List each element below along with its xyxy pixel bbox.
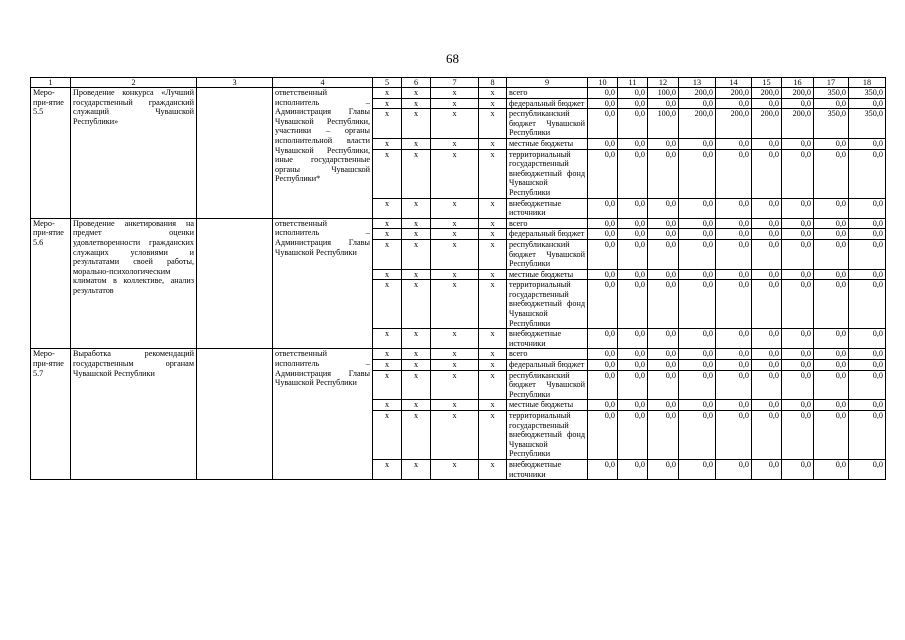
amount-cell: 0,0 — [782, 269, 814, 280]
amount-cell: 0,0 — [849, 280, 886, 329]
col-header: 6 — [402, 78, 431, 88]
code-cell: x — [431, 218, 479, 229]
amount-cell: 0,0 — [618, 459, 648, 479]
funding-source-cell: внебюджетные источники — [507, 329, 588, 349]
amount-cell: 0,0 — [782, 149, 814, 198]
amount-cell: 0,0 — [648, 370, 679, 400]
code-cell: x — [431, 370, 479, 400]
amount-cell: 0,0 — [814, 459, 849, 479]
amount-cell: 0,0 — [849, 149, 886, 198]
funding-source-cell: внебюджетные источники — [507, 198, 588, 218]
amount-cell: 0,0 — [588, 280, 618, 329]
amount-cell: 0,0 — [752, 98, 782, 109]
code-cell: x — [402, 400, 431, 411]
executor-cell: ответственный исполнитель – Администрация Главы Чувашской Республики — [273, 349, 373, 480]
code-cell: x — [431, 269, 479, 280]
amount-cell: 0,0 — [814, 360, 849, 371]
code-cell: x — [373, 198, 402, 218]
amount-cell: 200,0 — [782, 88, 814, 99]
code-cell: x — [373, 269, 402, 280]
amount-cell: 0,0 — [679, 239, 716, 269]
amount-cell: 0,0 — [752, 229, 782, 240]
amount-cell: 0,0 — [716, 400, 752, 411]
amount-cell: 0,0 — [849, 229, 886, 240]
code-cell: x — [373, 229, 402, 240]
amount-cell: 0,0 — [679, 198, 716, 218]
amount-cell: 0,0 — [648, 349, 679, 360]
amount-cell: 0,0 — [716, 138, 752, 149]
amount-cell: 0,0 — [814, 269, 849, 280]
amount-cell: 0,0 — [648, 269, 679, 280]
col-header: 15 — [752, 78, 782, 88]
amount-cell: 0,0 — [716, 239, 752, 269]
code-cell: x — [431, 349, 479, 360]
amount-cell: 0,0 — [588, 370, 618, 400]
event-name-cell: Проведение конкурса «Лучший государственный гражданский служащий Чувашской Республики» — [71, 88, 197, 219]
amount-cell: 0,0 — [849, 360, 886, 371]
code-cell: x — [402, 280, 431, 329]
amount-cell: 0,0 — [716, 149, 752, 198]
funding-source-cell: республиканский бюджет Чувашской Республики — [507, 239, 588, 269]
code-cell: x — [402, 88, 431, 99]
col-header: 8 — [479, 78, 507, 88]
page-number: 68 — [446, 51, 459, 66]
amount-cell: 0,0 — [716, 98, 752, 109]
code-cell: x — [373, 109, 402, 139]
amount-cell: 0,0 — [588, 411, 618, 460]
amount-cell: 0,0 — [618, 349, 648, 360]
amount-cell: 0,0 — [849, 269, 886, 280]
code-cell: x — [479, 411, 507, 460]
code-cell: x — [431, 239, 479, 269]
amount-cell: 0,0 — [814, 400, 849, 411]
amount-cell: 0,0 — [679, 329, 716, 349]
amount-cell: 0,0 — [648, 459, 679, 479]
col-header: 17 — [814, 78, 849, 88]
code-cell: x — [402, 109, 431, 139]
funding-source-cell: территориальный государственный внебюджетный фонд Чувашской Республики — [507, 411, 588, 460]
amount-cell: 0,0 — [679, 229, 716, 240]
amount-cell: 0,0 — [588, 218, 618, 229]
amount-cell: 0,0 — [752, 459, 782, 479]
code-cell: x — [373, 280, 402, 329]
amount-cell: 0,0 — [679, 98, 716, 109]
code-cell: x — [479, 198, 507, 218]
goal-cell — [197, 349, 273, 480]
amount-cell: 0,0 — [849, 349, 886, 360]
amount-cell: 0,0 — [814, 329, 849, 349]
code-cell: x — [479, 280, 507, 329]
amount-cell: 0,0 — [782, 411, 814, 460]
funding-source-cell: местные бюджеты — [507, 269, 588, 280]
amount-cell: 0,0 — [648, 138, 679, 149]
funding-source-cell: местные бюджеты — [507, 400, 588, 411]
col-header: 5 — [373, 78, 402, 88]
amount-cell: 0,0 — [782, 459, 814, 479]
executor-cell: ответственный исполнитель – Администрация Главы Чувашской Республики, участники – органы исполнительной власти Чувашской Республики, иные государственные органы Чувашской Республики* — [273, 88, 373, 219]
code-cell: x — [431, 109, 479, 139]
funding-source-cell: всего — [507, 88, 588, 99]
code-cell: x — [479, 88, 507, 99]
amount-cell: 0,0 — [849, 370, 886, 400]
amount-cell: 200,0 — [752, 109, 782, 139]
amount-cell: 0,0 — [588, 149, 618, 198]
amount-cell: 0,0 — [648, 218, 679, 229]
amount-cell: 200,0 — [679, 109, 716, 139]
code-cell: x — [373, 239, 402, 269]
code-cell: x — [402, 138, 431, 149]
amount-cell: 200,0 — [716, 88, 752, 99]
amount-cell: 0,0 — [679, 138, 716, 149]
code-cell: x — [373, 138, 402, 149]
amount-cell: 0,0 — [648, 229, 679, 240]
amount-cell: 0,0 — [679, 400, 716, 411]
funding-source-cell: республиканский бюджет Чувашской Республики — [507, 109, 588, 139]
col-header: 12 — [648, 78, 679, 88]
code-cell: x — [431, 459, 479, 479]
amount-cell: 0,0 — [849, 218, 886, 229]
amount-cell: 0,0 — [618, 280, 648, 329]
table-row — [31, 88, 886, 99]
executor-cell: ответственный исполнитель – Администрация Главы Чувашской Республики — [273, 218, 373, 349]
amount-cell: 0,0 — [782, 370, 814, 400]
amount-cell: 0,0 — [814, 218, 849, 229]
amount-cell: 0,0 — [618, 88, 648, 99]
amount-cell: 0,0 — [648, 400, 679, 411]
code-cell: x — [479, 459, 507, 479]
col-header: 14 — [716, 78, 752, 88]
code-cell: x — [431, 329, 479, 349]
code-cell: x — [431, 411, 479, 460]
amount-cell: 200,0 — [716, 109, 752, 139]
amount-cell: 0,0 — [782, 98, 814, 109]
funding-source-cell: федеральный бюджет — [507, 360, 588, 371]
code-cell: x — [479, 370, 507, 400]
amount-cell: 0,0 — [849, 400, 886, 411]
amount-cell: 0,0 — [588, 400, 618, 411]
amount-cell: 0,0 — [618, 269, 648, 280]
code-cell: x — [479, 229, 507, 240]
code-cell: x — [402, 198, 431, 218]
amount-cell: 0,0 — [588, 360, 618, 371]
funding-source-cell: всего — [507, 349, 588, 360]
amount-cell: 0,0 — [679, 459, 716, 479]
amount-cell: 0,0 — [849, 459, 886, 479]
table-body — [31, 88, 886, 480]
amount-cell: 0,0 — [648, 411, 679, 460]
amount-cell: 0,0 — [814, 370, 849, 400]
amount-cell: 0,0 — [752, 198, 782, 218]
code-cell: x — [402, 98, 431, 109]
amount-cell: 0,0 — [588, 138, 618, 149]
amount-cell: 200,0 — [679, 88, 716, 99]
amount-cell: 0,0 — [752, 280, 782, 329]
code-cell: x — [479, 329, 507, 349]
code-cell: x — [431, 149, 479, 198]
amount-cell: 350,0 — [814, 109, 849, 139]
code-cell: x — [373, 400, 402, 411]
amount-cell: 0,0 — [752, 138, 782, 149]
amount-cell: 0,0 — [782, 349, 814, 360]
amount-cell: 0,0 — [782, 329, 814, 349]
code-cell: x — [431, 138, 479, 149]
code-cell: x — [373, 88, 402, 99]
amount-cell: 0,0 — [618, 370, 648, 400]
amount-cell: 0,0 — [588, 229, 618, 240]
code-cell: x — [373, 411, 402, 460]
code-cell: x — [373, 360, 402, 371]
col-header: 11 — [618, 78, 648, 88]
table-row — [31, 349, 886, 360]
code-cell: x — [402, 149, 431, 198]
code-cell: x — [402, 269, 431, 280]
header-row — [31, 78, 886, 88]
amount-cell: 0,0 — [679, 149, 716, 198]
amount-cell: 0,0 — [588, 98, 618, 109]
amount-cell: 0,0 — [752, 239, 782, 269]
code-cell: x — [373, 459, 402, 479]
event-number-cell: Меро-при-ятие 5.7 — [31, 349, 71, 480]
amount-cell: 0,0 — [849, 138, 886, 149]
code-cell: x — [479, 109, 507, 139]
amount-cell: 0,0 — [814, 149, 849, 198]
amount-cell: 0,0 — [716, 218, 752, 229]
amount-cell: 0,0 — [716, 198, 752, 218]
amount-cell: 0,0 — [752, 349, 782, 360]
amount-cell: 0,0 — [782, 239, 814, 269]
amount-cell: 0,0 — [752, 329, 782, 349]
code-cell: x — [479, 98, 507, 109]
code-cell: x — [373, 218, 402, 229]
amount-cell: 0,0 — [716, 280, 752, 329]
amount-cell: 0,0 — [782, 138, 814, 149]
amount-cell: 0,0 — [588, 109, 618, 139]
funding-source-cell: внебюджетные источники — [507, 459, 588, 479]
amount-cell: 350,0 — [849, 88, 886, 99]
code-cell: x — [431, 360, 479, 371]
amount-cell: 0,0 — [814, 280, 849, 329]
amount-cell: 0,0 — [782, 400, 814, 411]
code-cell: x — [431, 229, 479, 240]
code-cell: x — [373, 98, 402, 109]
amount-cell: 0,0 — [618, 98, 648, 109]
code-cell: x — [402, 229, 431, 240]
amount-cell: 0,0 — [648, 149, 679, 198]
amount-cell: 0,0 — [752, 370, 782, 400]
event-number-cell: Меро-при-ятие 5.6 — [31, 218, 71, 349]
col-header: 18 — [849, 78, 886, 88]
code-cell: x — [402, 329, 431, 349]
amount-cell: 0,0 — [782, 360, 814, 371]
code-cell: x — [402, 349, 431, 360]
amount-cell: 0,0 — [679, 370, 716, 400]
code-cell: x — [479, 400, 507, 411]
amount-cell: 0,0 — [849, 239, 886, 269]
amount-cell: 0,0 — [588, 269, 618, 280]
budget-table — [30, 77, 886, 480]
code-cell: x — [402, 411, 431, 460]
amount-cell: 0,0 — [716, 459, 752, 479]
code-cell: x — [373, 149, 402, 198]
code-cell: x — [431, 280, 479, 329]
amount-cell: 0,0 — [849, 329, 886, 349]
amount-cell: 0,0 — [814, 98, 849, 109]
amount-cell: 0,0 — [618, 229, 648, 240]
amount-cell: 0,0 — [588, 349, 618, 360]
col-header: 13 — [679, 78, 716, 88]
goal-cell — [197, 218, 273, 349]
code-cell: x — [402, 218, 431, 229]
amount-cell: 0,0 — [588, 329, 618, 349]
code-cell: x — [479, 218, 507, 229]
amount-cell: 0,0 — [716, 360, 752, 371]
code-cell: x — [373, 329, 402, 349]
funding-source-cell: всего — [507, 218, 588, 229]
amount-cell: 0,0 — [588, 239, 618, 269]
amount-cell: 0,0 — [716, 229, 752, 240]
code-cell: x — [479, 349, 507, 360]
amount-cell: 0,0 — [814, 411, 849, 460]
amount-cell: 0,0 — [648, 329, 679, 349]
amount-cell: 0,0 — [849, 411, 886, 460]
col-header: 9 — [507, 78, 588, 88]
col-header: 4 — [273, 78, 373, 88]
amount-cell: 0,0 — [618, 138, 648, 149]
funding-source-cell: территориальный государственный внебюджетный фонд Чувашской Республики — [507, 280, 588, 329]
amount-cell: 0,0 — [752, 218, 782, 229]
amount-cell: 0,0 — [648, 280, 679, 329]
amount-cell: 0,0 — [618, 149, 648, 198]
col-header: 2 — [71, 78, 197, 88]
amount-cell: 0,0 — [814, 198, 849, 218]
amount-cell: 0,0 — [618, 218, 648, 229]
amount-cell: 200,0 — [782, 109, 814, 139]
amount-cell: 0,0 — [648, 98, 679, 109]
code-cell: x — [373, 370, 402, 400]
code-cell: x — [479, 239, 507, 269]
amount-cell: 350,0 — [849, 109, 886, 139]
amount-cell: 0,0 — [849, 98, 886, 109]
amount-cell: 0,0 — [752, 360, 782, 371]
amount-cell: 0,0 — [588, 459, 618, 479]
amount-cell: 200,0 — [752, 88, 782, 99]
amount-cell: 0,0 — [618, 329, 648, 349]
amount-cell: 0,0 — [752, 400, 782, 411]
amount-cell: 0,0 — [679, 269, 716, 280]
amount-cell: 0,0 — [814, 349, 849, 360]
amount-cell: 0,0 — [849, 198, 886, 218]
amount-cell: 0,0 — [782, 218, 814, 229]
amount-cell: 0,0 — [814, 239, 849, 269]
col-header: 10 — [588, 78, 618, 88]
amount-cell: 100,0 — [648, 109, 679, 139]
code-cell: x — [402, 360, 431, 371]
funding-source-cell: федеральный бюджет — [507, 98, 588, 109]
funding-source-cell: территориальный государственный внебюджетный фонд Чувашской Республики — [507, 149, 588, 198]
amount-cell: 0,0 — [752, 411, 782, 460]
amount-cell: 0,0 — [716, 411, 752, 460]
amount-cell: 0,0 — [679, 280, 716, 329]
code-cell: x — [479, 360, 507, 371]
amount-cell: 0,0 — [814, 229, 849, 240]
col-header: 7 — [431, 78, 479, 88]
amount-cell: 0,0 — [752, 269, 782, 280]
goal-cell — [197, 88, 273, 219]
amount-cell: 0,0 — [648, 198, 679, 218]
event-number-cell: Меро-при-ятие 5.5 — [31, 88, 71, 219]
funding-source-cell: республиканский бюджет Чувашской Республики — [507, 370, 588, 400]
amount-cell: 0,0 — [782, 198, 814, 218]
amount-cell: 0,0 — [588, 88, 618, 99]
amount-cell: 0,0 — [679, 349, 716, 360]
event-name-cell: Проведение анкетирования на предмет оценки удовлетворенности гражданских служащих условиями и результатами своей работы, морально-психологическим климатом в коллективе, анализ результатов — [71, 218, 197, 349]
amount-cell: 0,0 — [588, 198, 618, 218]
amount-cell: 0,0 — [618, 400, 648, 411]
funding-source-cell: местные бюджеты — [507, 138, 588, 149]
amount-cell: 0,0 — [618, 109, 648, 139]
amount-cell: 0,0 — [618, 239, 648, 269]
code-cell: x — [479, 138, 507, 149]
amount-cell: 0,0 — [618, 411, 648, 460]
amount-cell: 0,0 — [679, 411, 716, 460]
code-cell: x — [431, 400, 479, 411]
code-cell: x — [431, 98, 479, 109]
code-cell: x — [402, 239, 431, 269]
amount-cell: 0,0 — [648, 239, 679, 269]
amount-cell: 0,0 — [716, 349, 752, 360]
amount-cell: 0,0 — [648, 360, 679, 371]
funding-source-cell: федеральный бюджет — [507, 229, 588, 240]
amount-cell: 0,0 — [782, 280, 814, 329]
code-cell: x — [402, 370, 431, 400]
code-cell: x — [402, 459, 431, 479]
amount-cell: 0,0 — [814, 138, 849, 149]
amount-cell: 0,0 — [618, 198, 648, 218]
code-cell: x — [431, 198, 479, 218]
amount-cell: 0,0 — [679, 218, 716, 229]
amount-cell: 0,0 — [782, 229, 814, 240]
amount-cell: 0,0 — [752, 149, 782, 198]
col-header: 3 — [197, 78, 273, 88]
code-cell: x — [479, 269, 507, 280]
amount-cell: 0,0 — [716, 370, 752, 400]
amount-cell: 0,0 — [716, 269, 752, 280]
amount-cell: 350,0 — [814, 88, 849, 99]
code-cell: x — [479, 149, 507, 198]
event-name-cell: Выработка рекомендаций государственным органам Чувашской Республики — [71, 349, 197, 480]
col-header: 1 — [31, 78, 71, 88]
amount-cell: 0,0 — [618, 360, 648, 371]
table-row — [31, 218, 886, 229]
amount-cell: 0,0 — [679, 360, 716, 371]
amount-cell: 100,0 — [648, 88, 679, 99]
code-cell: x — [431, 88, 479, 99]
amount-cell: 0,0 — [716, 329, 752, 349]
code-cell: x — [373, 349, 402, 360]
col-header: 16 — [782, 78, 814, 88]
